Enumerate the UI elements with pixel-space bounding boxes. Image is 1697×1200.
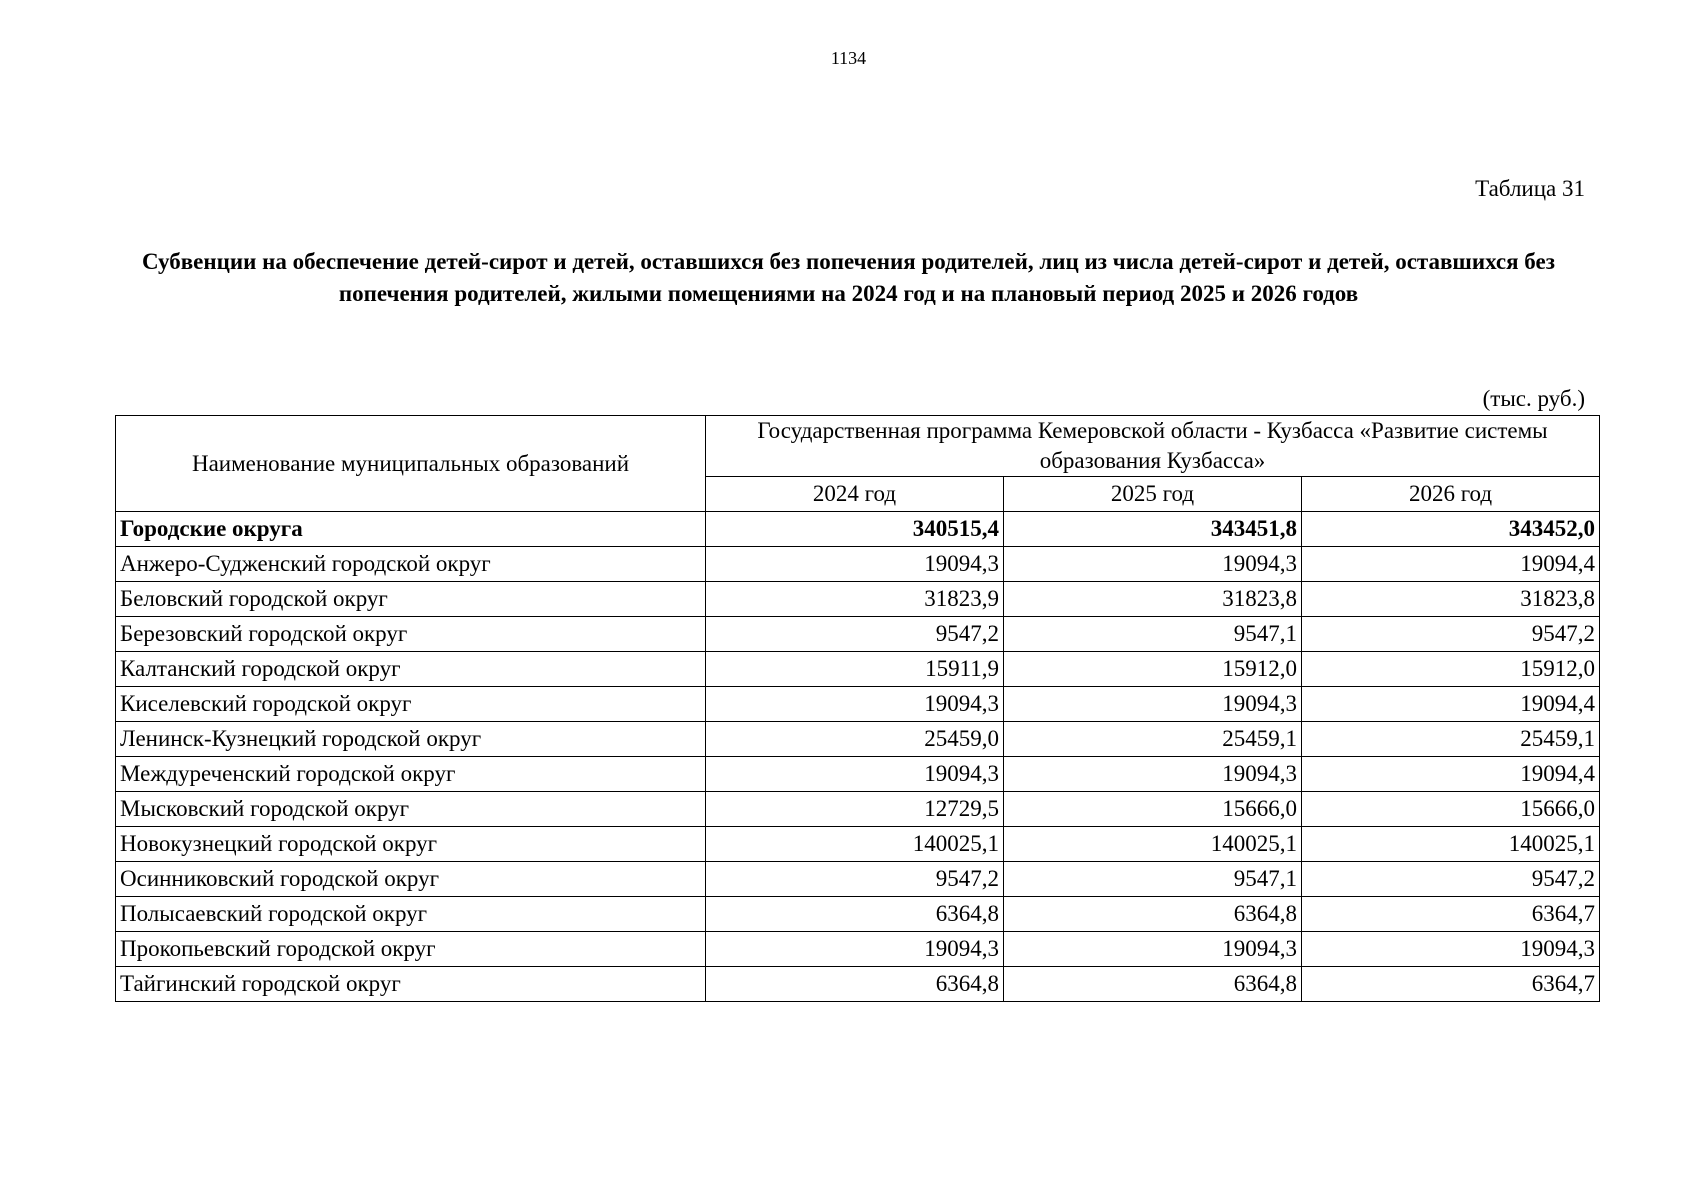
table-row bbox=[116, 757, 1600, 792]
total-value-2025: 343451,8 bbox=[1004, 512, 1302, 547]
table-row bbox=[116, 967, 1600, 1002]
value-2024: 19094,3 bbox=[706, 757, 1004, 792]
municipality-name: Осинниковский городской округ bbox=[116, 862, 706, 897]
municipality-name: Березовский городской округ bbox=[116, 617, 706, 652]
table-row bbox=[116, 582, 1600, 617]
table-header-row bbox=[116, 416, 1600, 477]
municipality-name: Ленинск-Кузнецкий городской округ bbox=[116, 722, 706, 757]
table-row bbox=[116, 547, 1600, 582]
total-row bbox=[116, 512, 1600, 547]
value-2026: 6364,7 bbox=[1302, 897, 1600, 932]
table-row bbox=[116, 722, 1600, 757]
municipality-name: Полысаевский городской округ bbox=[116, 897, 706, 932]
value-2025: 31823,8 bbox=[1004, 582, 1302, 617]
value-2025: 9547,1 bbox=[1004, 862, 1302, 897]
year-header-2026: 2026 год bbox=[1302, 477, 1600, 512]
value-2024: 25459,0 bbox=[706, 722, 1004, 757]
value-2025: 6364,8 bbox=[1004, 967, 1302, 1002]
municipality-name: Калтанский городской округ bbox=[116, 652, 706, 687]
value-2024: 19094,3 bbox=[706, 932, 1004, 967]
table-row bbox=[116, 897, 1600, 932]
value-2026: 19094,4 bbox=[1302, 547, 1600, 582]
municipality-name: Междуреченский городской округ bbox=[116, 757, 706, 792]
value-2024: 15911,9 bbox=[706, 652, 1004, 687]
table-row bbox=[116, 687, 1600, 722]
value-2024: 19094,3 bbox=[706, 687, 1004, 722]
value-2025: 6364,8 bbox=[1004, 897, 1302, 932]
value-2024: 140025,1 bbox=[706, 827, 1004, 862]
table-label: Таблица 31 bbox=[1475, 176, 1585, 201]
municipality-name: Новокузнецкий городской округ bbox=[116, 827, 706, 862]
value-2025: 19094,3 bbox=[1004, 687, 1302, 722]
municipality-name: Анжеро-Судженский городской округ bbox=[116, 547, 706, 582]
value-2026: 15912,0 bbox=[1302, 652, 1600, 687]
value-2026: 9547,2 bbox=[1302, 862, 1600, 897]
value-2024: 9547,2 bbox=[706, 862, 1004, 897]
value-2026: 19094,3 bbox=[1302, 932, 1600, 967]
program-column-header: Государственная программа Кемеровской области - Кузбасса «Развитие системы образования Кузбасса» bbox=[706, 416, 1600, 477]
value-2026: 6364,7 bbox=[1302, 967, 1600, 1002]
municipality-name: Киселевский городской округ bbox=[116, 687, 706, 722]
table-row bbox=[116, 862, 1600, 897]
subventions-table bbox=[115, 415, 1600, 1002]
value-2025: 140025,1 bbox=[1004, 827, 1302, 862]
value-2024: 31823,9 bbox=[706, 582, 1004, 617]
municipality-column-header: Наименование муниципальных образований bbox=[116, 416, 706, 512]
page-number: 1134 bbox=[830, 48, 867, 68]
value-2025: 9547,1 bbox=[1004, 617, 1302, 652]
total-row-name: Городские округа bbox=[116, 512, 706, 547]
value-2025: 15666,0 bbox=[1004, 792, 1302, 827]
value-2026: 140025,1 bbox=[1302, 827, 1600, 862]
value-2024: 6364,8 bbox=[706, 897, 1004, 932]
value-2026: 19094,4 bbox=[1302, 687, 1600, 722]
value-2025: 15912,0 bbox=[1004, 652, 1302, 687]
value-2025: 25459,1 bbox=[1004, 722, 1302, 757]
value-2025: 19094,3 bbox=[1004, 547, 1302, 582]
value-2026: 19094,4 bbox=[1302, 757, 1600, 792]
value-2026: 25459,1 bbox=[1302, 722, 1600, 757]
year-header-2024: 2024 год bbox=[706, 477, 1004, 512]
table-row bbox=[116, 792, 1600, 827]
table-row bbox=[116, 827, 1600, 862]
municipality-name: Беловский городской округ bbox=[116, 582, 706, 617]
value-2025: 19094,3 bbox=[1004, 932, 1302, 967]
value-2024: 12729,5 bbox=[706, 792, 1004, 827]
value-2025: 19094,3 bbox=[1004, 757, 1302, 792]
municipality-name: Прокопьевский городской округ bbox=[116, 932, 706, 967]
value-2026: 9547,2 bbox=[1302, 617, 1600, 652]
total-value-2024: 340515,4 bbox=[706, 512, 1004, 547]
table-row bbox=[116, 617, 1600, 652]
value-2026: 15666,0 bbox=[1302, 792, 1600, 827]
value-2024: 19094,3 bbox=[706, 547, 1004, 582]
units-label: (тыс. руб.) bbox=[1482, 386, 1585, 411]
value-2024: 9547,2 bbox=[706, 617, 1004, 652]
table-row bbox=[116, 932, 1600, 967]
table-body bbox=[116, 512, 1600, 1002]
municipality-name: Мысковский городской округ bbox=[116, 792, 706, 827]
value-2024: 6364,8 bbox=[706, 967, 1004, 1002]
table-row bbox=[116, 652, 1600, 687]
document-title: Субвенции на обеспечение детей-сирот и детей, оставшихся без попечения родителей, лиц из числа детей-сирот и детей, оставшихся без попечения родителей, жилыми помещениями на 2024 год и на плановый период 2025 и 2026 годов bbox=[142, 249, 1555, 306]
year-header-2025: 2025 год bbox=[1004, 477, 1302, 512]
total-value-2026: 343452,0 bbox=[1302, 512, 1600, 547]
value-2026: 31823,8 bbox=[1302, 582, 1600, 617]
municipality-name: Тайгинский городской округ bbox=[116, 967, 706, 1002]
